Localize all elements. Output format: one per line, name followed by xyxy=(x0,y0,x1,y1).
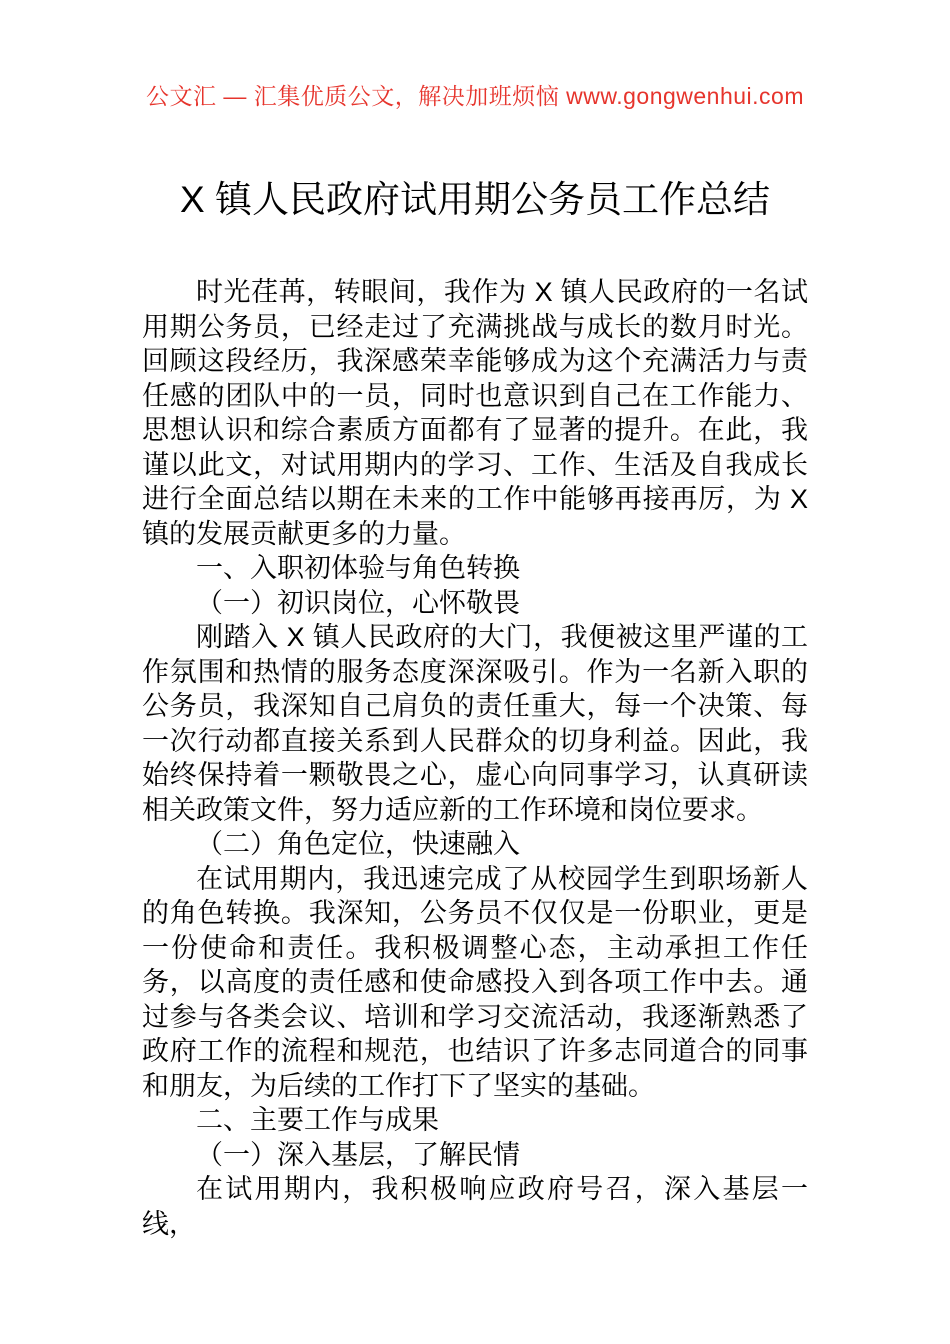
section-heading: 二、主要工作与成果 xyxy=(196,1105,439,1135)
section-heading: 一、入职初体验与角色转换 xyxy=(196,553,520,583)
subsection-heading: （二）角色定位，快速融入 xyxy=(196,829,520,859)
body-paragraph: 在试用期内，我积极响应政府号召，深入基层一线， xyxy=(142,1174,808,1239)
document-body xyxy=(142,275,808,1241)
subsection-heading: （一）初识岗位，心怀敬畏 xyxy=(196,587,520,618)
body-paragraph: 在试用期内，我迅速完成了从校园学生到职场新人的角色转换。我深知，公务员不仅仅是一份职业，更是一份使命和责任。我积极调整心态，主动承担工作任务，以高度的责任感和使命感投入到各项工作中去。通过参与各类会议、培训和学习交流活动，我逐渐熟悉了政府工作的流程和规范，也结识了许多志同道合的同事和朋友，为后续的工作打下了坚实的基础。 xyxy=(142,863,808,1101)
body-paragraph: 刚踏入 X 镇人民政府的大门，我便被这里严谨的工作氛围和热情的服务态度深深吸引。作为一名新入职的公务员，我深知自己肩负的责任重大，每一个决策、每一次行动都直接关系到人民群众的切身利益。因此，我始终保持着一颗敬畏之心，虚心向同事学习，认真研读相关政策文件，努力适应新的工作环境和岗位要求。 xyxy=(142,622,808,825)
body-paragraph: 时光荏苒，转眼间，我作为 X 镇人民政府的一名试用期公务员，已经走过了充满挑战与成长的数月时光。回顾这段经历，我深感荣幸能够成为这个充满活力与责任感的团队中的一员，同时也意识到自己在工作能力、思想认识和综合素质方面都有了显著的提升。在此，我谨以此文，对试用期内的学习、工作、生活及自我成长进行全面总结以期在未来的工作中能够再接再厉，为 X 镇的发展贡献更多的力量。 xyxy=(142,277,808,549)
document-title: X 镇人民政府试用期公务员工作总结 xyxy=(180,179,770,220)
watermark-text: 公文汇 — 汇集优质公文，解决加班烦恼 www.gongwenhui.com xyxy=(145,83,804,109)
subsection-heading: （一）深入基层，了解民情 xyxy=(196,1139,520,1170)
